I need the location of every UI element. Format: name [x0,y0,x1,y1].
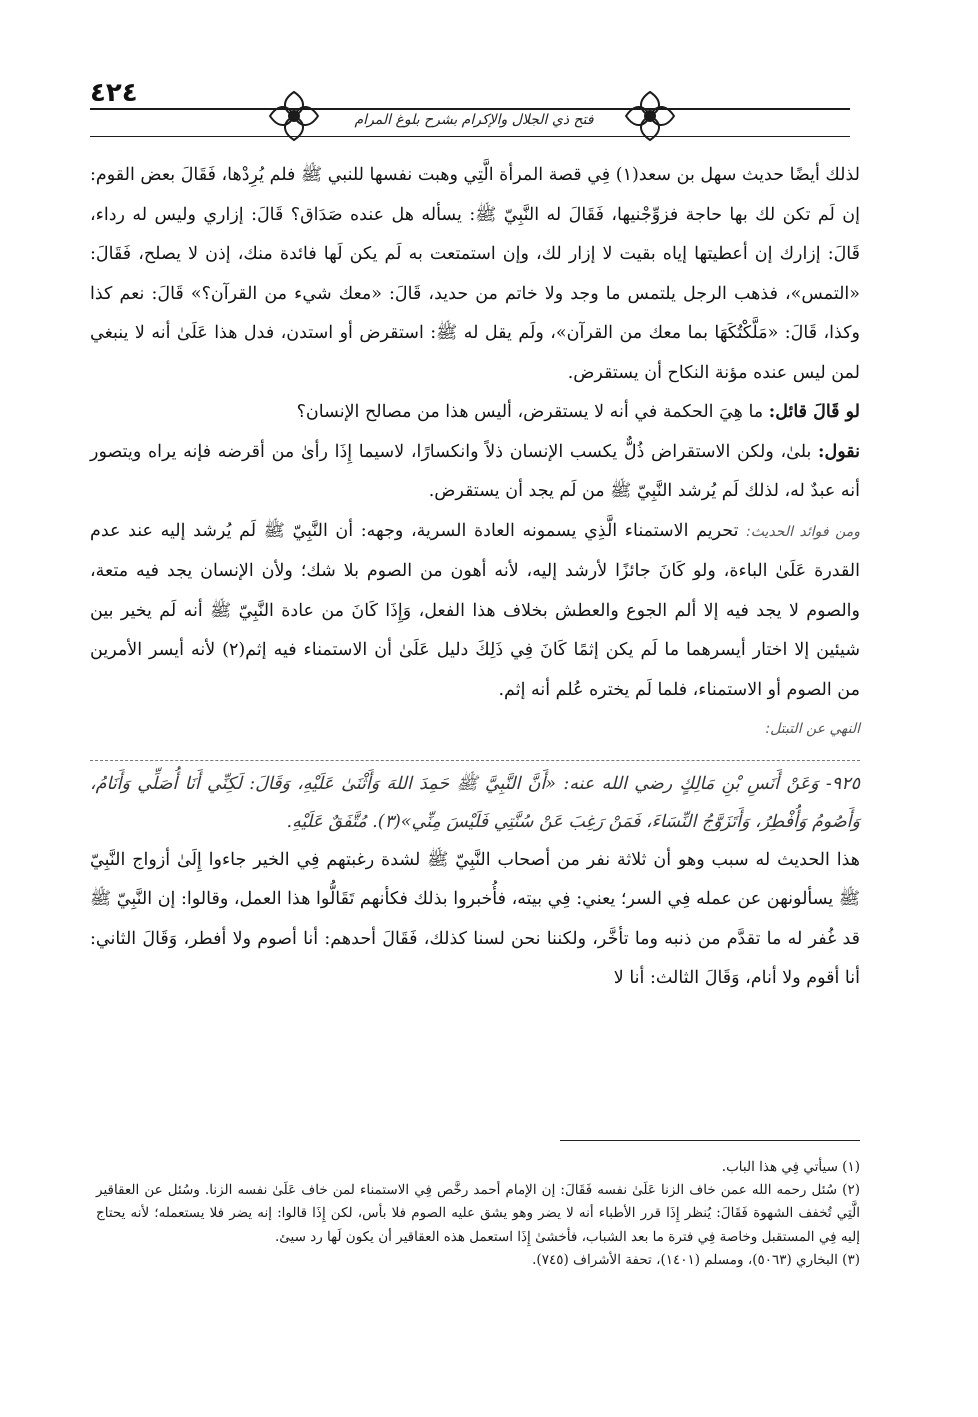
answer-lead: نقول: [818,441,860,462]
footnotes [96,1156,860,1272]
question-lead: لو قَالَ قائل: [768,402,860,422]
paragraph-benefits [90,512,860,711]
floral-ornament-icon [622,88,678,144]
running-title: فتح ذي الجلال والإكرام بشرح بلوغ المرام [354,112,594,128]
header-rule-top [90,108,850,110]
benefits-text: تحريم الاستمناء الَّذِي يسمونه العادة السرية، وجهه: أن النَّبِيّ ﷺ لَم يُرشد إليه عند عدم القدرة عَلَىٰ الباءة، ولو كَانَ جائزًا لأرشد إليه، لأنه أهون من الصوم بلا شك؛ ولأن الإنسان يجد فيه متعة، والصوم لا يجد فيه إلا ألم الجوع والعطش بخلاف هذا الفعل، وَإِذَا كَانَ من عادة النَّبِيّ ﷺ أنه لَم يخير بين شيئين إلا اختار أيسرهما ما لَم يكن إثمًا كَانَ فِي ذَلِكَ دليل عَلَىٰ أن الاستمناء فيه إثم(٢) لأنه أيسر الأمرين من الصوم أو الاستمناء، فلما لَم يختره عُلم أنه إثم. [90,520,860,700]
page-header [90,78,850,148]
main-text [90,156,860,999]
header-rule-bottom [90,136,850,137]
question-text: ما هِيَ الحكمة في أنه لا يستقرض، أليس هذا من مصالح الإنسان؟ [296,402,769,422]
floral-ornament-icon [266,88,322,144]
footnote-1: (١) سيأتي فِي هذا الباب. [721,1159,860,1175]
answer-text: بلىٰ، ولكن الاستقراض ذُلٌّ يكسب الإنسان ذلاً وانكسارًا، لاسيما إِذَا رأىٰ من أقرضه فإنه يراه ويتصور أنه عبدٌ له، لذلك لَم يُرشد النَّبِيّ ﷺ من لَم يجد أن يستقرض. [90,441,860,501]
footnote-3: (٣) البخاري (٥٠٦٣)، ومسلم (١٤٠١)، تحفة الأشراف (٧٤٥). [532,1251,860,1268]
paragraph-question [90,393,860,433]
page-number: ٤٢٤ [90,78,138,108]
footnote-2: (٢) سُئل رحمه الله عمن خاف الزنا عَلَىٰ نفسه فَقَالَ: إن الإمام أحمد رخَّص فِي الاستمناء لمن خاف عَلَىٰ نفسه الزنا. وسُئل عن العقاقير الَّتِي تُخفف الشهوة فَقَالَ: يُنظر إِذَا قرر الأطباء أنه لا يضر وهو يشق عليه الصوم فلا بأس، لكن إِذَا قالوا: إنه يضر فلا يستعمله؛ لأنه يحتاج إليه فِي المستقبل وخاصة فِي فترة ما بعد الشباب، فأخشىٰ إِذَا استعمل هذه العقاقير أن يكون لَها رد سيئ. [96,1182,860,1245]
paragraph-hadith-commentary: هذا الحديث له سبب وهو أن ثلاثة نفر من أصحاب النَّبِيّ ﷺ لشدة رغبتهم فِي الخير جاءوا إِلَىٰ أزواج النَّبِيّ ﷺ يسألونهن عن عمله فِي السر؛ يعني: فِي بيته، فأُخبروا بذلك فكأنهم تَقَالُّوا هذا العمل، وقالوا: إن النَّبِيّ ﷺ قد غُفر له ما تقدَّم من ذنبه وما تأخَّر، ولكننا نحن لسنا كذلك، فَقَالَ أحدهم: أنا أصوم ولا أفطر، وَقَالَ الثاني: أنا أقوم ولا أنام، وَقَالَ الثالث: أنا لا [90,849,860,988]
hadith-text: ٩٢٥- وَعَنْ أَنَسِ بْنِ مَالِكٍ رضي الله عنه: «أَنَّ النَّبِيَّ ﷺ حَمِدَ اللهَ وَأَثْنَىٰ عَلَيْهِ، وَقَالَ: لَكِنِّي أَنَا أُصَلِّي وَأَنَامُ، وَأَصُومُ وَأُفْطِرُ، وَأَتَزَوَّجُ النِّسَاءَ، فَمَنْ رَغِبَ عَنْ سُنَّتِي فَلَيْسَ مِنِّي»(٣). مُتَّفَقٌ عَلَيْهِ. [90,760,860,841]
paragraph-sahl-hadith: لذلك أيضًا حديث سهل بن سعد(١) فِي قصة المرأة الَّتِي وهبت نفسها للنبي ﷺ فلم يُرِدْها، فَقَالَ بعض القوم: إن لَم تكن لك بها حاجة فزوِّجْنيها، فَقَالَ له النَّبِيّ ﷺ: يسأله هل عنده صَدَاق؟ قَالَ: إزاري وليس له رداء، قَالَ: إزارك إن أعطيتها إياه بقيت لا إزار لك، وإن استمتعت به لَم يكن لَها فائدة منك، إذن لا يصلح، فَقَالَ: «التمس»، فذهب الرجل يلتمس ما وجد ولا خاتم من حديد، قَالَ: «معك شيء من القرآن؟» قَالَ: نعم كذا وكذا، قَالَ: «مَلَّكْتُكَهَا بما معك من القرآن»، ولَم يقل له ﷺ: استقرض أو استدن، فدل هذا عَلَىٰ أنه لا ينبغي لمن ليس عنده مؤنة النكاح أن يستقرض. [90,165,860,383]
section-heading: النهي عن التبتل: [765,721,860,737]
benefits-label: ومن فوائد الحديث: [746,523,860,540]
paragraph-answer [90,433,860,512]
footnote-separator [560,1140,860,1141]
